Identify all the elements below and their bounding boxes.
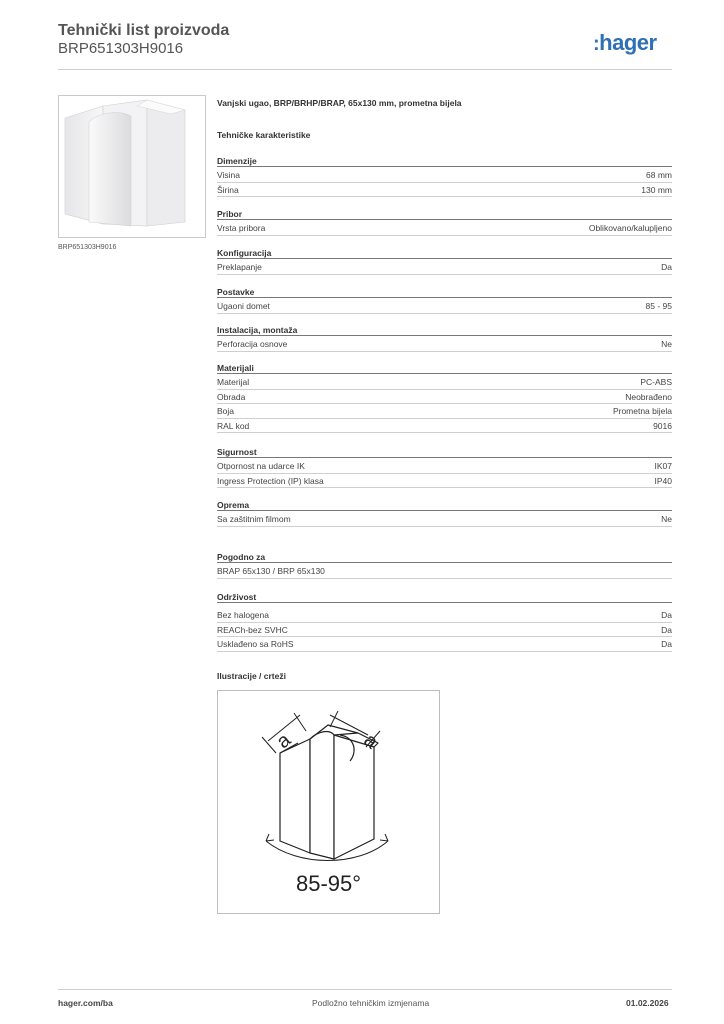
- spec-key: Širina: [217, 184, 239, 195]
- illustrations-heading: Ilustracije / crteži: [217, 671, 286, 681]
- spec-key: Bez halogena: [217, 610, 269, 620]
- spec-value: 9016: [653, 420, 672, 431]
- spec-group-title: Pogodno za: [217, 551, 672, 563]
- footer-website[interactable]: hager.com/ba: [58, 998, 113, 1008]
- spec-row: [217, 623, 672, 638]
- spec-group-title: Materijali: [217, 362, 672, 374]
- spec-group-dimenzije: [217, 155, 672, 197]
- corner-drawing: [218, 691, 439, 913]
- spec-row: [217, 375, 672, 390]
- logo-text: hager: [599, 30, 657, 55]
- spec-row: [217, 183, 672, 198]
- spec-value: Da: [661, 639, 672, 649]
- angle-label: 85-95°: [296, 871, 362, 896]
- spec-key: Sa zaštitnim filmom: [217, 514, 291, 524]
- spec-row: [217, 404, 672, 419]
- spec-row: [217, 637, 672, 652]
- spec-row: [217, 459, 672, 474]
- technical-drawing: [217, 690, 440, 914]
- product-description: Vanjski ugao, BRP/BRHP/BRAP, 65x130 mm, prometna bijela: [217, 98, 462, 108]
- spec-key: Otpornost na udarce IK: [217, 461, 305, 471]
- spec-group-title: Održivost: [217, 591, 672, 603]
- spec-group-postavke: [217, 286, 672, 314]
- product-code: BRP651303H9016: [58, 40, 184, 57]
- brand-logo: [593, 30, 657, 56]
- spec-key: BRAP 65x130 / BRP 65x130: [217, 566, 325, 576]
- spec-value: Oblikovano/kalupljeno: [588, 223, 672, 233]
- spec-group-pogodno-za: [217, 551, 672, 579]
- spec-value: Ne: [661, 339, 672, 349]
- product-photo-image: [59, 96, 205, 237]
- spec-group-sigurnost: [217, 446, 672, 488]
- spec-value: Neobrađeno: [625, 391, 672, 402]
- dimension-label-a-right: a: [359, 729, 383, 754]
- spec-value: 130 mm: [641, 184, 672, 195]
- spec-row: [217, 299, 672, 314]
- spec-key: Obrada: [217, 391, 246, 402]
- spec-key: Usklađeno sa RoHS: [217, 639, 294, 649]
- spec-row: [217, 564, 672, 579]
- spec-key: Materijal: [217, 377, 250, 387]
- spec-value: 85 - 95: [645, 301, 672, 311]
- spec-row: [217, 608, 672, 623]
- spec-value: Da: [661, 262, 672, 272]
- dimension-label-a-left: a: [272, 729, 296, 754]
- header-divider: [58, 69, 672, 70]
- spec-row: [217, 419, 672, 434]
- spec-key: REACh-bez SVHC: [217, 624, 288, 635]
- spec-value: Da: [661, 624, 672, 635]
- spec-key: Ingress Protection (IP) klasa: [217, 475, 324, 486]
- footer-divider: [58, 989, 672, 990]
- spec-value: Prometna bijela: [612, 406, 672, 416]
- spec-group-title: Oprema: [217, 499, 672, 511]
- spec-group-title: Dimenzije: [217, 155, 672, 167]
- spec-group-title: Konfiguracija: [217, 247, 672, 259]
- logo-prefix: :: [593, 33, 600, 55]
- product-photo: [58, 95, 206, 238]
- spec-group-title: Pribor: [217, 208, 672, 220]
- spec-value: 68 mm: [646, 170, 672, 180]
- spec-value: Ne: [661, 514, 672, 524]
- footer-date: 01.02.2026: [626, 998, 669, 1008]
- page-title: Tehnički list proizvoda: [58, 22, 230, 39]
- spec-key: RAL kod: [217, 420, 250, 431]
- spec-row: [217, 390, 672, 405]
- spec-value: Da: [661, 610, 672, 620]
- spec-key: Visina: [217, 170, 240, 180]
- spec-group-materijali: [217, 362, 672, 433]
- spec-value: IK07: [654, 461, 672, 471]
- characteristics-heading: Tehničke karakteristike: [217, 130, 311, 140]
- spec-row: [217, 221, 672, 236]
- spec-group-title: Postavke: [217, 286, 672, 298]
- spec-row: [217, 337, 672, 352]
- spec-row: [217, 512, 672, 527]
- spec-group-odrzivost: [217, 591, 672, 652]
- spec-value: IP40: [654, 475, 672, 486]
- spec-value: PC-ABS: [640, 377, 672, 387]
- footer-notice: Podložno tehničkim izmjenama: [312, 998, 430, 1008]
- spec-group-instalacija: [217, 324, 672, 352]
- spec-key: Vrsta pribora: [217, 223, 266, 233]
- spec-key: Preklapanje: [217, 262, 262, 272]
- spec-key: Ugaoni domet: [217, 301, 270, 311]
- spec-row: [217, 168, 672, 183]
- spec-key: Perforacija osnove: [217, 339, 288, 349]
- spec-key: Boja: [217, 406, 235, 416]
- spec-group-title: Sigurnost: [217, 446, 672, 458]
- spec-group-title: Instalacija, montaža: [217, 324, 672, 336]
- spec-group-konfiguracija: [217, 247, 672, 275]
- spec-row: [217, 474, 672, 489]
- photo-caption: BRP651303H9016: [58, 244, 117, 251]
- spec-group-oprema: [217, 499, 672, 527]
- spec-row: [217, 260, 672, 275]
- spec-group-pribor: [217, 208, 672, 236]
